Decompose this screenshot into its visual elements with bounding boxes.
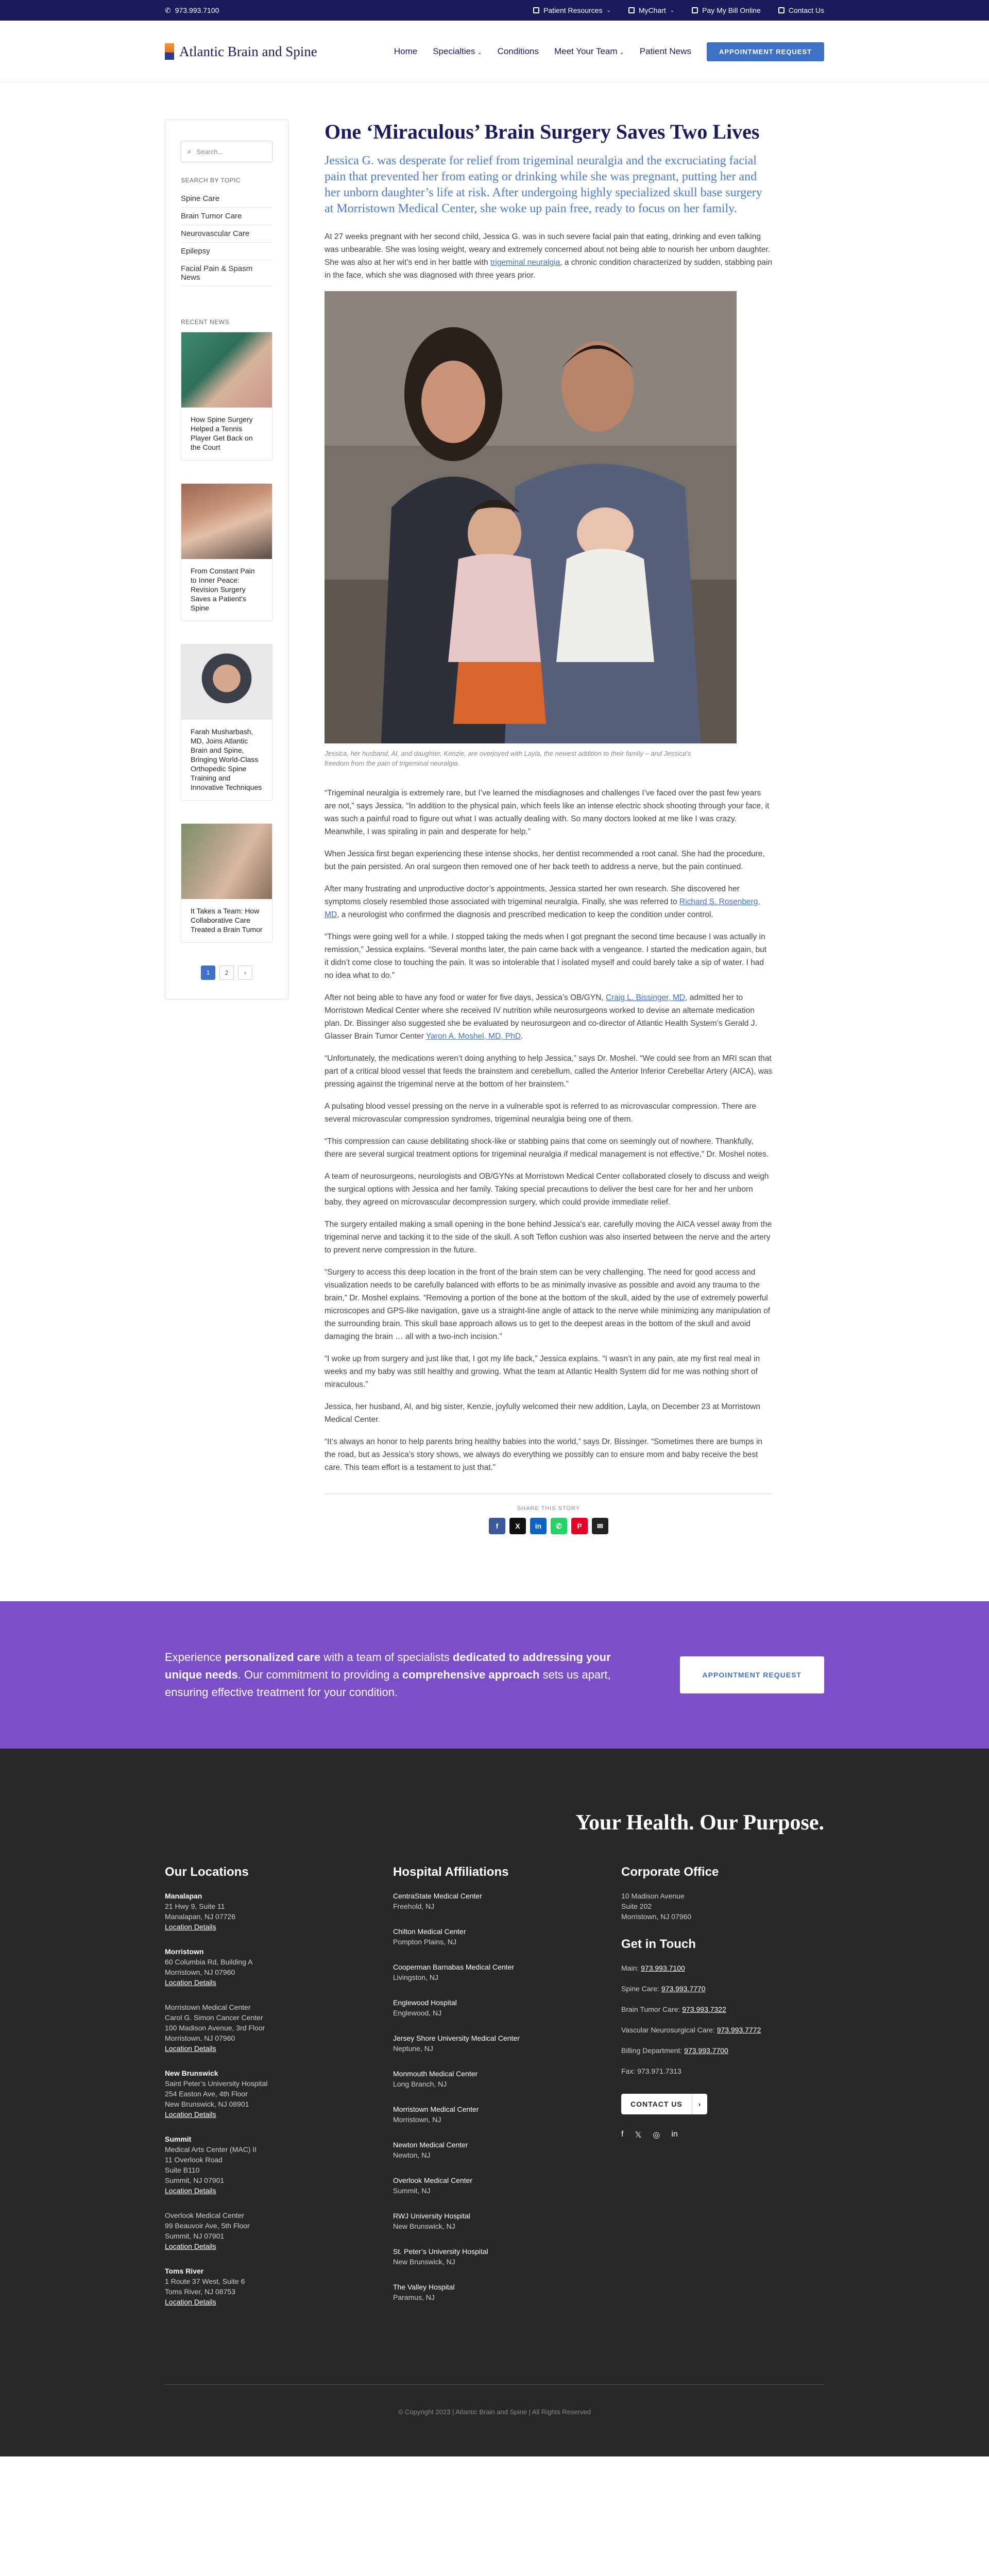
main-nav bbox=[394, 42, 824, 61]
corporate-address bbox=[621, 1891, 824, 1922]
hospital-entry bbox=[393, 2282, 621, 2302]
article-paragraph: “I woke up from surgery and just like that, I got my life back,” Jessica explains. “I wasn’t in any pain, ate my first real meal in weeks and my baby was still healthy and growing. What the team at Atlantic Health System did for me was nothing short of miraculous.” bbox=[325, 1354, 760, 1389]
page-body bbox=[165, 82, 824, 1534]
utility-link-label: MyChart bbox=[638, 6, 666, 14]
sidebar-panel bbox=[165, 120, 288, 999]
contact-phone-line bbox=[621, 1963, 824, 1973]
whatsapp-icon[interactable]: ✆ bbox=[551, 1518, 567, 1534]
address-line: 60 Columbia Rd, Building A bbox=[165, 1958, 253, 1966]
hospitals-column bbox=[393, 1865, 624, 2321]
contact-phone-link[interactable]: 973.993.7100 bbox=[641, 1964, 685, 1972]
hospital-entry bbox=[393, 2140, 621, 2160]
topic-list bbox=[181, 190, 272, 286]
hospitals-list bbox=[393, 1891, 624, 2302]
location-name: Manalapan bbox=[165, 1892, 202, 1900]
hospital-city: Pompton Plains, NJ bbox=[393, 1938, 456, 1946]
link-craig-bissinger[interactable]: Craig L. Bissinger, MD bbox=[605, 993, 686, 1002]
hospital-entry bbox=[393, 1997, 621, 2018]
hospital-city: Newton, NJ bbox=[393, 2151, 431, 2159]
sidebar bbox=[165, 120, 288, 1534]
instagram-icon[interactable]: ◎ bbox=[653, 2131, 660, 2140]
logo-mark-icon bbox=[165, 43, 174, 60]
hospital-entry bbox=[393, 2069, 621, 2089]
text: After not being able to have any food or water for five days, Jessica’s OB/GYN, bbox=[325, 993, 606, 1002]
address-line: Morristown Medical Center bbox=[165, 2003, 251, 2011]
hospital-name: CentraState Medical Center bbox=[393, 1892, 482, 1900]
credit-card-icon bbox=[692, 7, 698, 13]
hospital-name: The Valley Hospital bbox=[393, 2283, 455, 2291]
article-lede: Jessica G. was desperate for relief from trigeminal neuralgia and the excruciating facial pain that prevented her from eating or drinking while she was pregnant, putting her and her unborn daughter’s life at risk. After undergoing highly specialized skull base surgery at Morristown Medical Center, she woke up pain free, ready to focus on her family. bbox=[325, 154, 762, 215]
location-entry bbox=[165, 2002, 393, 2054]
hospital-name: Chilton Medical Center bbox=[393, 1927, 466, 1936]
news-title: It Takes a Team: How Collaborative Care Treated a Brain Tumor bbox=[191, 907, 263, 934]
page-1-button[interactable]: 1 bbox=[201, 965, 215, 980]
address-line: Overlook Medical Center bbox=[165, 2211, 245, 2219]
share-section bbox=[325, 1494, 773, 1534]
hospital-entry bbox=[393, 1891, 621, 1911]
text: , a chronic condition characterized by sudden, stabbing pain in the face, which she was diagnosed with three years prior. bbox=[325, 258, 773, 280]
chevron-down-icon: ⌄ bbox=[670, 7, 675, 13]
contact-phone-link[interactable]: 973.993.7770 bbox=[661, 1985, 706, 1993]
get-in-touch-heading: Get in Touch bbox=[621, 1937, 696, 1951]
footer-divider bbox=[165, 2384, 824, 2385]
nav-label: Meet Your Team bbox=[554, 46, 618, 56]
text: At 27 weeks pregnant with her second child, Jessica G. was in such severe facial pain that eating, drinking and even talking was unbearable. She was losing weight, weary and extremely concerned about not being able to nourish her unborn daughter. She was also at her wit’s end in her battle with bbox=[325, 232, 771, 267]
address-line: New Brunswick, NJ 08901 bbox=[165, 2100, 249, 2108]
contact-column bbox=[621, 1865, 824, 2321]
hospital-city: Long Branch, NJ bbox=[393, 2080, 447, 2088]
location-entry bbox=[165, 1946, 393, 1988]
contact-label: Brain Tumor Care: bbox=[621, 2005, 683, 2013]
utility-link-patient-resources[interactable] bbox=[533, 6, 611, 14]
hospital-city: Livingston, NJ bbox=[393, 1973, 438, 1981]
hospital-name: Overlook Medical Center bbox=[393, 2176, 473, 2184]
contact-label: Main: bbox=[621, 1964, 641, 1972]
text: sets us apart, ensuring effective treatment for your condition. bbox=[165, 1668, 611, 1699]
text: , admitted her to Morristown Medical Center where she received IV nutrition while neurosurgeons worked to devise an alternate medication plan. Dr. Bissinger also suggested she be evaluated by neurosurgeon and co-director of Atlantic Health System’s Gerald J. Glasser Brain Tumor Center bbox=[325, 993, 757, 1041]
location-details-link[interactable]: Location Details bbox=[165, 2298, 216, 2306]
article-paragraph: “It’s always an honor to help parents bring healthy babies into the world,” says Dr. Bissinger. “Sometimes there are bumps in the road, but as Jessica’s story shows, we always do everything we possibly can to ensure mom and baby receive the best care. This team effort is a testament to just that.” bbox=[325, 1437, 763, 1472]
nav-specialties[interactable] bbox=[433, 46, 482, 57]
hospital-name: Cooperman Barnabas Medical Center bbox=[393, 1963, 515, 1971]
cta-appointment-button[interactable]: APPOINTMENT REQUEST bbox=[680, 1656, 824, 1693]
fax-number: Fax: 973.971.7313 bbox=[621, 2067, 681, 2075]
text-bold: personalized care bbox=[225, 1651, 321, 1664]
article-paragraph: The surgery entailed making a small opening in the bone behind Jessica’s ear, carefully moving the AICA vessel away from the trigeminal nerve and tacking it to the side of the skull. A soft Teflon cushion was also inserted between the nerve and the artery to prevent nerve compression in the future. bbox=[325, 1220, 772, 1255]
chevron-down-icon: ⌄ bbox=[477, 49, 482, 56]
facebook-icon[interactable]: f bbox=[489, 1518, 505, 1534]
contact-phone-line bbox=[621, 2004, 824, 2014]
next-page-button[interactable]: › bbox=[238, 965, 252, 980]
location-entry bbox=[165, 2068, 393, 2120]
topic-brain-tumor-care[interactable]: Brain Tumor Care bbox=[181, 208, 272, 225]
article-paragraph bbox=[325, 883, 773, 921]
hospital-name: Englewood Hospital bbox=[393, 1998, 457, 2007]
address-line: Toms River, NJ 08753 bbox=[165, 2287, 235, 2296]
address-line: 254 Easton Ave, 4th Floor bbox=[165, 2090, 248, 2098]
hospital-entry bbox=[393, 2246, 621, 2267]
copyright: © Copyright 2023 | Atlantic Brain and Spine | All Rights Reserved bbox=[398, 2408, 591, 2416]
contact-us-button[interactable] bbox=[621, 2094, 707, 2114]
location-name: New Brunswick bbox=[165, 2069, 218, 2077]
address-line: 21 Hwy 9, Suite 11 bbox=[165, 1902, 225, 1910]
social-links bbox=[621, 2130, 824, 2140]
contact-phone-line bbox=[621, 2025, 824, 2035]
hospital-entry bbox=[393, 2175, 621, 2196]
chevron-down-icon: ⌄ bbox=[619, 49, 624, 56]
utility-links bbox=[533, 6, 824, 14]
address-line: Summit, NJ 07901 bbox=[165, 2176, 225, 2184]
locations-column bbox=[165, 1865, 393, 2321]
address-line: Suite B110 bbox=[165, 2166, 200, 2174]
utility-phone-number: 973.993.7100 bbox=[175, 6, 219, 14]
location-details-link[interactable]: Location Details bbox=[165, 2242, 216, 2250]
phone-icon: ✆ bbox=[165, 6, 171, 14]
address-line: Morristown, NJ 07960 bbox=[165, 2034, 235, 2042]
nav-conditions[interactable]: Conditions bbox=[497, 46, 539, 56]
cta-band bbox=[0, 1601, 989, 1749]
nav-home[interactable]: Home bbox=[394, 46, 418, 56]
family-photo bbox=[325, 291, 737, 743]
article-paragraph: “Surgery to access this deep location in the front of the brain stem can be very challenging. The need for good access and visualization needs to be carefully balanced with efforts to be as minimally invasive as possible and avoid any trauma to the brain,” Dr. Moshel explains. “Removing a portion of the bone at the bottom of the skull, aided by the use of extremely powerful microscopes and GPS-like navigation, gave us a straight-line angle of attack to the nerve while minimizing any manipulation of the surrounding brain. This skull base approach allows us to get to the deepest areas in the bottom of the skull and avoid damaging the brain … all with a two-inch incision.” bbox=[325, 1268, 771, 1341]
hospital-city: Paramus, NJ bbox=[393, 2293, 435, 2301]
news-card[interactable] bbox=[181, 483, 272, 621]
utility-bar bbox=[0, 0, 989, 21]
news-title: Farah Musharbash, MD, Joins Atlantic Brain and Spine, Bringing World-Class Orthopedic Spine Training and Innovative Techniques bbox=[191, 727, 262, 791]
location-name: Toms River bbox=[165, 2267, 204, 2275]
location-details-link[interactable]: Location Details bbox=[165, 2110, 216, 2119]
address-line: 1 Route 37 West, Suite 6 bbox=[165, 2277, 245, 2285]
text-bold: comprehensive approach bbox=[402, 1668, 540, 1681]
news-thumbnail bbox=[181, 332, 272, 408]
text: . bbox=[521, 1032, 523, 1041]
nav-patient-news[interactable]: Patient News bbox=[639, 46, 691, 56]
footer-tagline: Your Health. Our Purpose. bbox=[575, 1811, 824, 1835]
document-icon bbox=[533, 7, 539, 13]
text-bold: dedicated to addressing your unique needs bbox=[165, 1651, 611, 1681]
hospital-city: New Brunswick, NJ bbox=[393, 2222, 455, 2230]
hospital-name: St. Peter’s University Hospital bbox=[393, 2247, 488, 2256]
site-footer bbox=[0, 1749, 989, 2456]
article-paragraph: “Unfortunately, the medications weren’t doing anything to help Jessica,” says Dr. Moshel. “We could see from an MRI scan that part of a critical blood vessel that feeds the brainstem and cerebellum, called the Anterior Inferior Cerebellar Artery (AICA), was pressing against the trigeminal nerve at the bottom of her brainstem.” bbox=[325, 1054, 773, 1089]
topic-epilepsy[interactable]: Epilepsy bbox=[181, 243, 272, 260]
location-details-link[interactable]: Location Details bbox=[165, 1923, 216, 1931]
location-name: Summit bbox=[165, 2135, 192, 2143]
cta-text bbox=[165, 1649, 618, 1701]
article-paragraph: Jessica, her husband, Al, and big sister, Kenzie, joyfully welcomed their new addition, Layla, on December 23 at Morristown Medical Center. bbox=[325, 1402, 761, 1424]
hospital-name: Morristown Medical Center bbox=[393, 2105, 479, 2113]
facebook-icon[interactable]: f bbox=[621, 2130, 624, 2139]
location-entry bbox=[165, 2266, 393, 2307]
utility-link-mychart[interactable] bbox=[628, 6, 674, 14]
footer-columns bbox=[165, 1865, 824, 2321]
address-line: 100 Madison Avenue, 3rd Floor bbox=[165, 2024, 265, 2032]
hospital-name: RWJ University Hospital bbox=[393, 2212, 470, 2220]
logo-text: Atlantic Brain and Spine bbox=[179, 43, 317, 59]
hospital-city: New Brunswick, NJ bbox=[393, 2258, 455, 2266]
x-twitter-icon[interactable]: 𝕏 bbox=[635, 2131, 642, 2140]
address-line: Suite 202 bbox=[621, 1902, 652, 1910]
location-entry bbox=[165, 2210, 393, 2251]
contact-phone-link[interactable]: 973.993.7772 bbox=[717, 2026, 761, 2034]
hospital-entry bbox=[393, 2033, 621, 2054]
nav-meet-your-team[interactable] bbox=[554, 46, 624, 57]
article-paragraph: When Jessica first began experiencing these intense shocks, her dentist recommended a root canal. She had the procedure, but the pain persisted. An oral surgeon then removed one of her back teeth to address a nerve, but the pain continued. bbox=[325, 850, 765, 871]
linkedin-icon[interactable]: in bbox=[671, 2130, 678, 2139]
utility-link-contact[interactable] bbox=[778, 6, 824, 14]
hospital-city: Neptune, NJ bbox=[393, 2044, 433, 2053]
contact-list bbox=[621, 1963, 824, 2056]
utility-link-pay-bill[interactable] bbox=[692, 6, 761, 14]
news-card[interactable] bbox=[181, 644, 272, 801]
family-photo-image bbox=[325, 291, 737, 743]
address-line: 11 Overlook Road bbox=[165, 2156, 223, 2164]
address-line: Summit, NJ 07901 bbox=[165, 2232, 225, 2240]
hospital-entry bbox=[393, 2104, 621, 2125]
address-line: 10 Madison Avenue bbox=[621, 1892, 685, 1900]
address-line: Saint Peter’s University Hospital bbox=[165, 2079, 268, 2088]
contact-label: Spine Care: bbox=[621, 1985, 661, 1993]
news-card[interactable] bbox=[181, 823, 272, 943]
article-paragraph bbox=[325, 230, 773, 282]
news-card[interactable] bbox=[181, 332, 272, 461]
link-richard-rosenberg[interactable]: Richard S. Rosenberg, MD bbox=[325, 897, 760, 919]
address-line: Morristown, NJ 07960 bbox=[165, 1968, 235, 1976]
article-title: One ‘Miraculous’ Brain Surgery Saves Two Lives bbox=[325, 120, 760, 143]
article-paragraph: A pulsating blood vessel pressing on the nerve in a vulnerable spot is referred to as microvascular compression. There are several microvascular compression syndromes, trigeminal neuralgia being one of them. bbox=[325, 1102, 757, 1124]
hospitals-heading: Hospital Affiliations bbox=[393, 1865, 509, 1879]
topics-heading: SEARCH BY TOPIC bbox=[181, 177, 241, 184]
site-logo[interactable] bbox=[165, 43, 317, 60]
hospital-city: Morristown, NJ bbox=[393, 2115, 441, 2124]
address-line: Carol G. Simon Cancer Center bbox=[165, 2013, 263, 2022]
article-paragraph: “Trigeminal neuralgia is extremely rare, but I’ve learned the misdiagnoses and challenges I’ve faced over the past few years are not,” says Jessica. “In addition to the physical pain, which feels like an intense electric shock shooting through your face, it was such a painful road to figure out what I was actually dealing with. So many doctors looked at me like I was crazy. Meanwhile, I was spiraling in pain and desperate for help.” bbox=[325, 789, 770, 836]
address-line: Medical Arts Center (MAC) II bbox=[165, 2145, 257, 2154]
location-name: Morristown bbox=[165, 1947, 204, 1956]
contact-phone-link[interactable]: 973.993.7700 bbox=[684, 2046, 728, 2055]
pinterest-icon[interactable]: P bbox=[571, 1518, 588, 1534]
envelope-icon bbox=[778, 7, 785, 13]
news-thumbnail bbox=[181, 484, 272, 559]
news-title: From Constant Pain to Inner Peace: Revision Surgery Saves a Patient's Spine bbox=[191, 567, 255, 612]
contact-phone-link[interactable]: 973.993.7322 bbox=[682, 2005, 726, 2013]
corporate-heading: Corporate Office bbox=[621, 1865, 719, 1879]
hospital-entry bbox=[393, 1962, 621, 1982]
chart-icon bbox=[628, 7, 635, 13]
sidebar-search[interactable] bbox=[181, 141, 272, 162]
hospital-city: Freehold, NJ bbox=[393, 1902, 435, 1910]
hospital-entry bbox=[393, 1926, 621, 1947]
recent-news-heading: RECENT NEWS bbox=[181, 318, 229, 326]
location-entry bbox=[165, 1891, 393, 1932]
contact-phone-line bbox=[621, 2045, 824, 2056]
utility-phone-link[interactable] bbox=[165, 6, 219, 15]
search-icon: ⌕ bbox=[187, 147, 192, 155]
hospital-entry bbox=[393, 2211, 621, 2231]
article-paragraph: “This compression can cause debilitating shock-like or stabbing pains that come on seemingly out of nowhere. Thankfully, there are several surgical treatment options for trigeminal neuralgia if medical management is not effective,” Dr. Moshel notes. bbox=[325, 1137, 769, 1159]
x-twitter-icon[interactable]: X bbox=[509, 1518, 526, 1534]
article-paragraph: “Things were going well for a while. I stopped taking the meds when I got pregnant the second time because I was actually in remission,” Jessica explains. “Several months later, the pain came back with a vengeance. I started the medication again, but it didn’t come close to touching the pain. It was so intolerable that I isolated myself and could barely take a sip of water. I had no idea what to do.” bbox=[325, 933, 767, 980]
text: . Our commitment to providing a bbox=[237, 1668, 402, 1681]
address-line: Morristown, NJ 07960 bbox=[621, 1912, 692, 1921]
topic-spine-care[interactable]: Spine Care bbox=[181, 190, 272, 208]
topic-neurovascular-care[interactable]: Neurovascular Care bbox=[181, 225, 272, 243]
chevron-right-icon: › bbox=[692, 2094, 708, 2114]
share-label: SHARE THIS STORY bbox=[517, 1505, 581, 1512]
link-yaron-moshel[interactable]: Yaron A. Moshel, MD, PhD bbox=[425, 1032, 521, 1041]
share-buttons bbox=[325, 1518, 773, 1534]
chevron-down-icon: ⌄ bbox=[606, 7, 611, 13]
locations-list bbox=[165, 1891, 393, 2307]
topic-facial-pain[interactable]: Facial Pain & Spasm News bbox=[181, 260, 272, 286]
appointment-request-button[interactable]: APPOINTMENT REQUEST bbox=[707, 42, 824, 61]
photo-caption: Jessica, her husband, Al, and daughter, Kenzie, are overjoyed with Layla, the newest addition to their family – and Jessica’s freedom from the pain of trigeminal neuralgia. bbox=[325, 750, 691, 767]
hospital-name: Newton Medical Center bbox=[393, 2141, 468, 2149]
location-entry bbox=[165, 2134, 393, 2196]
location-details-link[interactable]: Location Details bbox=[165, 1978, 216, 1987]
news-title: How Spine Surgery Helped a Tennis Player Get Back on the Court bbox=[191, 415, 253, 451]
text: , a neurologist who confirmed the diagnosis and prescribed medication to keep the condition under control. bbox=[337, 910, 713, 919]
link-trigeminal-neuralgia[interactable]: trigeminal neuralgia bbox=[490, 258, 560, 267]
nav-label: Specialties bbox=[433, 46, 475, 56]
hospital-city: Summit, NJ bbox=[393, 2187, 431, 2195]
hospital-name: Jersey Shore University Medical Center bbox=[393, 2034, 520, 2042]
address-line: 99 Beauvoir Ave, 5th Floor bbox=[165, 2222, 250, 2230]
location-details-link[interactable]: Location Details bbox=[165, 2187, 216, 2195]
email-icon[interactable]: ✉ bbox=[592, 1518, 608, 1534]
linkedin-icon[interactable]: in bbox=[530, 1518, 547, 1534]
contact-us-label: CONTACT US bbox=[630, 2100, 683, 2108]
site-header bbox=[0, 21, 989, 82]
hospital-name: Monmouth Medical Center bbox=[393, 2070, 478, 2078]
search-input[interactable]: Search... bbox=[196, 147, 224, 156]
pagination bbox=[181, 965, 272, 980]
utility-link-label: Contact Us bbox=[788, 6, 824, 14]
contact-label: Vascular Neurosurgical Care: bbox=[621, 2026, 717, 2034]
text: with a team of specialists bbox=[320, 1651, 453, 1664]
utility-link-label: Patient Resources bbox=[543, 6, 603, 14]
text: Experience bbox=[165, 1651, 225, 1664]
contact-phone-line bbox=[621, 1984, 824, 1994]
locations-heading: Our Locations bbox=[165, 1865, 249, 1879]
news-thumbnail bbox=[181, 824, 272, 899]
location-details-link[interactable]: Location Details bbox=[165, 2044, 216, 2053]
contact-label: Billing Department: bbox=[621, 2046, 685, 2055]
text: After many frustrating and unproductive doctor’s appointments, Jessica started her own research. She discovered her symptoms closely resembled those associated with trigeminal neuralgia. Finally, she was referred to bbox=[325, 885, 740, 906]
page-2-button[interactable]: 2 bbox=[219, 965, 234, 980]
news-thumbnail bbox=[181, 645, 272, 720]
article-paragraph bbox=[325, 991, 773, 1043]
hospital-city: Englewood, NJ bbox=[393, 2009, 442, 2017]
utility-link-label: Pay My Bill Online bbox=[702, 6, 761, 14]
article bbox=[325, 120, 773, 1534]
address-line: Manalapan, NJ 07726 bbox=[165, 1912, 235, 1921]
article-paragraph: A team of neurosurgeons, neurologists and OB/GYNs at Morristown Medical Center collaborated closely to discuss and weigh the surgical options with Jessica and her family. Taking special precautions to deliver the best care for her and her unborn baby, they agreed on microvascular decompression surgery, which could provide immediate relief. bbox=[325, 1172, 769, 1207]
